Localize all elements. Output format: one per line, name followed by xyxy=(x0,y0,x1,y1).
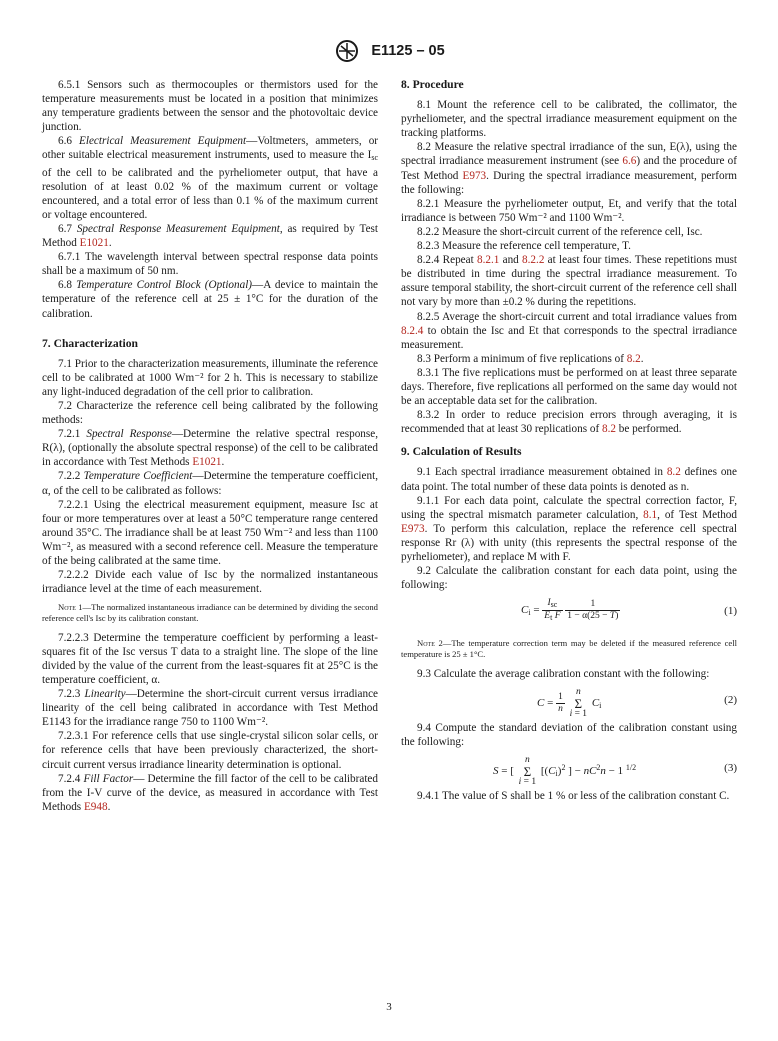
astm-logo-icon xyxy=(333,40,361,62)
equation-1-number: (1) xyxy=(724,605,737,618)
para-8-2-3: 8.2.3 Measure the reference cell temperature, T. xyxy=(417,240,631,253)
note-1: Note 1—The normalized instantaneous irradiance can be determined by dividing the second reference cell's Isc by its calibration constant. xyxy=(42,602,378,624)
para-9-1-1: 9.1.1 For each data point, calculate the spectral correction factor, F, using the spectral mismatch parameter calculation, 8.1, of Test Method E973. To perform this calculation, replace the reference cell spectral response Rr (λ) with unity (this represents the spectral response of the pyrheliometer), and replace M with F. xyxy=(401,494,737,563)
link-8-2-4[interactable]: 8.2.4 xyxy=(401,324,424,337)
equation-3-number: (3) xyxy=(724,761,737,774)
para-8-2-2: 8.2.2 Measure the short-circuit current of the reference cell, Isc. xyxy=(417,225,703,238)
para-9-2: 9.2 Calculate the calibration constant for each data point, using the following: xyxy=(401,565,737,592)
document-header xyxy=(0,40,778,62)
para-8-2-4: 8.2.4 Repeat 8.2.1 and 8.2.2 at least four times. These repetitions must be distributed in time during the spectral irradiance measurement. To assure temporal stability, the short-circuit current of the reference cell shall not vary by more than ±0.2 % during the repetitions. xyxy=(401,254,737,309)
para-9-4: 9.4 Compute the standard deviation of the calibration constant using the following: xyxy=(401,721,737,748)
para-7-2-2-2: 7.2.2.2 Divide each value of Isc by the normalized instantaneous irradiance level at the time of each measurement. xyxy=(42,569,378,596)
equation-2-number: (2) xyxy=(724,693,737,706)
designation: E1125 – 05 xyxy=(371,43,445,59)
para-7-2-3: 7.2.3 Linearity—Determine the short-circuit current versus irradiance linearity of the cell being calibrated in accordance with Test Method E1143 for the irradiance range 750 to 1100 Wm⁻². xyxy=(42,688,379,729)
section-8-heading: 8. Procedure xyxy=(401,78,464,91)
equation-3 xyxy=(401,749,737,789)
link-e973[interactable]: E973 xyxy=(401,522,425,535)
para-7-2-2-1: 7.2.2.1 Using the electrical measurement equipment, measure Isc at four or more temperatures over at least a 50°C temperature range centered around 35°C. The irradiance shall be at least 750 Wm⁻² and less than 1100 Wm⁻², as measured with a second reference cell. Measure the temperature of the being calibrated at the same time. xyxy=(42,498,378,567)
para-8-3: 8.3 Perform a minimum of five replications of 8.2. xyxy=(417,352,644,365)
link-e973[interactable]: E973 xyxy=(462,169,487,182)
para-6-8: 6.8 Temperature Control Block (Optional)—A device to maintain the temperature of the reference cell at 25 ± 1°C for the duration of the calibration. xyxy=(42,279,379,320)
para-6-6: 6.6 Electrical Measurement Equipment—Voltmeters, ammeters, or other suitable electrical measurement instruments, used to measure the $I_{sc}$ of the cell to be calibrated and the pyrheliometer output, that have a resolution of at least 0.02 % of the maximum current or voltage encountered, and a total error of less than 0.1 % of the maximum current or voltage encountered. xyxy=(42,135,379,221)
equation-2-body: C = $\frac{1}{n}$ n Σ i = 1 $C_i$ xyxy=(537,686,602,719)
para-7-2-4: 7.2.4 Fill Factor— Determine the fill factor of the cell to be calibrated from the I-V curve of the device, as measured in accordance with Test Methods E948. xyxy=(42,772,378,813)
section-7-heading: 7. Characterization xyxy=(42,336,138,350)
note-2: Note 2—The temperature correction term may be deleted if the measured reference cell temperature is 25 ± 1°C. xyxy=(401,638,737,660)
page-number: 3 xyxy=(386,1001,392,1013)
para-8-2-5: 8.2.5 Average the short-circuit current and total irradiance values from 8.2.4 to obtain the Isc and Et that corresponds to the spectral irradiance measurement. xyxy=(401,310,737,351)
left-column xyxy=(42,78,378,814)
para-9-3: 9.3 Calculate the average calibration constant with the following: xyxy=(417,667,710,680)
para-9-4-1: 9.4.1 The value of S shall be 1 % or less of the calibration constant C. xyxy=(417,789,730,802)
link-8-1[interactable]: 8.1 xyxy=(643,508,658,521)
para-7-2: 7.2 Characterize the reference cell being calibrated by the following methods: xyxy=(42,399,378,427)
equation-1-body: $C_i$ = $\frac{I_{sc}}{E_t F}$ $\frac{1}{1 - \alpha(25 - T)}$ xyxy=(521,598,619,623)
para-7-2-1: 7.2.1 Spectral Response—Determine the relative spectral response, R(λ), (optionally the absolute spectral response) of the cell to be calibrated in accordance with Test Methods E1021. xyxy=(42,428,379,469)
para-7-1: 7.1 Prior to the characterization measurements, illuminate the reference cell to be calibrated at 1000 Wm⁻² for 2 h. This is necessary to stabilize any light-induced degradation of the cell prior to calibration. xyxy=(42,357,378,398)
equation-1 xyxy=(401,592,737,632)
para-8-3-2: 8.3.2 In order to reduce precision errors through averaging, it is recommended that at least 30 replications of 8.2 be performed. xyxy=(401,409,737,436)
para-8-2-1: 8.2.1 Measure the pyrheliometer output, Et, and verify that the total irradiance is between 750 Wm⁻² and 1100 Wm⁻². xyxy=(401,197,737,224)
para-6-5-1: 6.5.1 Sensors such as thermocouples or thermistors used for the temperature measurements must be located in a position that minimizes any temperature gradients between the sensor and the photovoltaic device junction. xyxy=(42,79,378,134)
section-9-heading: 9. Calculation of Results xyxy=(401,445,522,459)
link-e1021[interactable]: E1021 xyxy=(192,456,222,469)
equation-3-body: S = [ n Σ i = 1 [$(C_i)^2$ ] − $nC^2n - 1$ $^{1/2}$ xyxy=(493,754,637,787)
link-8-2[interactable]: 8.2 xyxy=(602,423,616,436)
para-6-7: 6.7 Spectral Response Measurement Equipment, as required by Test Method E1021. xyxy=(42,222,379,250)
link-8-2-1[interactable]: 8.2.1 xyxy=(476,254,500,267)
para-8-3-1: 8.3.1 The five replications must be performed on at least three separate days. Therefore, five replications all performed on the same day would not be an acceptable data set for the calibration. xyxy=(401,366,737,408)
para-7-2-2-3: 7.2.2.3 Determine the temperature coefficient by performing a least-squares fit of the Isc versus T data to a straight line. The slope of the line divided by the value of the current from the least-squares fit at 25°C is the temperature coefficient, α. xyxy=(42,631,378,686)
link-8-2[interactable]: 8.2 xyxy=(666,466,681,479)
link-e948[interactable]: E948 xyxy=(83,800,108,813)
link-6-6[interactable]: 6.6 xyxy=(622,155,637,168)
link-e1021[interactable]: E1021 xyxy=(79,237,109,250)
para-8-2: 8.2 Measure the relative spectral irradiance of the sun, E(λ), using the spectral irradiance measurement instrument (see 6.6) and the procedure of Test Method E973. During the spectral irradiance measurement, perform the following: xyxy=(401,141,738,196)
para-6-7-1: 6.7.1 The wavelength interval between spectral response data points shall be a maximum of 50 nm. xyxy=(42,251,378,278)
equation-2 xyxy=(401,681,737,721)
para-7-2-3-1: 7.2.3.1 For reference cells that use single-crystal silicon solar cells, or for reference cells that have been previously characterized, the short-circuit current versus irradiance linearity determination is optional. xyxy=(42,730,378,771)
link-8-2[interactable]: 8.2 xyxy=(626,352,641,365)
para-8-1: 8.1 Mount the reference cell to be calibrated, the collimator, the pyrheliometer, and the spectral irradiance measurement equipment on the tracking platforms. xyxy=(401,99,737,140)
para-9-1: 9.1 Each spectral irradiance measurement obtained in 8.2 defines one data point. The total number of these data points is denoted as n. xyxy=(401,466,737,493)
para-7-2-2: 7.2.2 Temperature Coefficient—Determine the temperature coefficient, α, of the cell to be calibrated as follows: xyxy=(42,470,378,497)
link-8-2-2[interactable]: 8.2.2 xyxy=(522,254,545,267)
right-column xyxy=(401,78,737,803)
